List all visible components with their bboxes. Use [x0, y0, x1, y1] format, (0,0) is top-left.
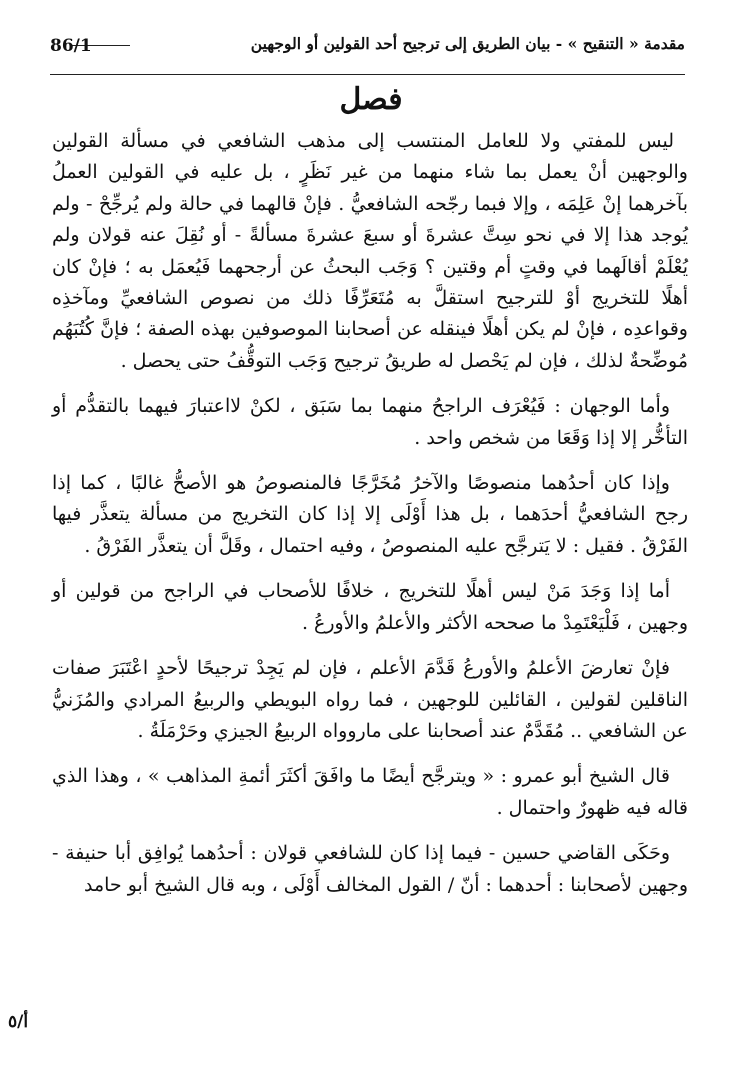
manuscript-folio-marker: أ/٥	[8, 1012, 29, 1032]
paragraph: أما إذا وَجَدَ مَنْ ليس أهلًا للتخريج ، خلافًا للأصحاب في الراجح من قولين أو وجهين ، فَلْيَعْتَمِدْ ما صححه الأكثر والأعلمُ والأورعُ .	[52, 580, 688, 634]
paragraph: وحَكَى القاضي حسين - فيما إذا كان للشافعي قولان : أحدُهما يُوافِق أبا حنيفة - وجهين لأصحابنا : أحدهما : أنّ / القول المخالف أَوْلَى ، وبه قال الشيخ أبو حامد	[52, 842, 688, 896]
page-number: 86/1	[50, 36, 92, 56]
body-text	[52, 126, 688, 915]
paragraph: وإذا كان أحدُهما منصوصًا والآخرُ مُخَرَّجًا فالمنصوصُ هو الأصحُّ غالبًا ، كما إذا رجح الشافعيُّ أحدَهما ، بل هذا أَوْلَى إلا إذا كان التخريج من مسألة يتعذَّر فيها الفَرْقُ . فقيل : لا يَترجَّح عليه المنصوصُ ، وفيه احتمال ، وقَلَّ أن يتعذَّر الفَرْقُ .	[52, 472, 688, 557]
paragraph: قال الشيخ أبو عمرو : « ويترجَّح أيضًا ما وافَقَ أكثَرَ أئمةِ المذاهب » ، وهذا الذي قاله فيه ظهورٌ واحتمال .	[52, 765, 688, 819]
paragraph: وأما الوجهان : فَيُعْرَف الراجحُ منهما بما سَبَق ، لكنْ لااعتبارَ فيهما بالتقدُّم أو التأخُّر إلا إذا وَقَعَا من شخص واحد .	[52, 395, 688, 449]
running-header	[50, 34, 685, 75]
header-title: مقدمة « التنقيح » - بيان الطريق إلى ترجيح أحد القولين أو الوجهين	[250, 34, 685, 53]
section-heading: فصل	[339, 82, 403, 117]
paragraph: فإنْ تعارضَ الأعلمُ والأورعُ قَدَّمَ الأعلم ، فإن لم يَجِدْ ترجيحًا لأحدٍ اعْتَبَرَ صفات الناقلين لقولين ، القائلين للوجهين ، فما رواه البويطي والربيعُ المرادي والمُزَنيُّ عن الشافعي .. مُقَدَّمٌ عند أصحابنا على ماروواه الربيعُ الجيزي وحَرْمَلَةُ .	[52, 657, 688, 742]
paragraph: ليس للمفتي ولا للعامل المنتسب إلى مذهب الشافعي في مسألة القولين والوجهين أنْ يعمل بما شاء منهما من غير نَظَرٍ ، بل عليه في القولين العملُ بآخرهما إنْ عَلِمَه ، وإلا فبما رجّحه الشافعيُّ . فإنْ قالهما في حالة ولم يُرجِّحْ - ولم يُوجد هذا إلا في نحو سِتَّ عشرةَ أو سبعَ عشرةَ مسألةً - أو نُقِلَ عنه قولان ولم يُعْلَمْ أقالَهما في وقتٍ أم وقتين ؟ وَجَب البحثُ عن أرجحهما فَيُعمَل به ؛ فإنْ كان أهلًا للتخريج أوْ للترجيح استقلَّ به مُتَعَرِّفًا ذلك من نصوص الشافعيِّ ومآخذِه وقواعدِه ، فإنْ لم يكن أهلًا فينقله عن أصحابنا الموصوفين بهذه الصفة ؛ فإنَّ كُتُبَهُم مُوضِّحةٌ لذلك ، فإن لم يَحْصل له طريقُ ترجيح وَجَب التوقُّفُ حتى يحصل .	[52, 130, 688, 372]
